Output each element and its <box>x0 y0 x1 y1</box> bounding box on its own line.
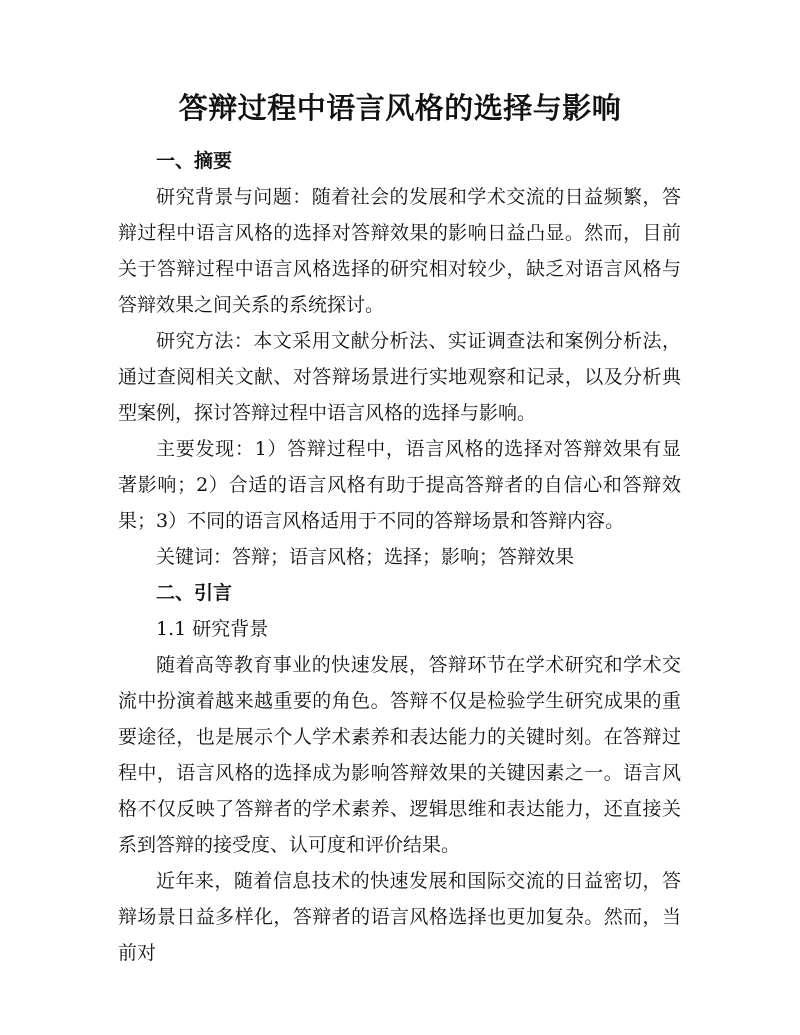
paragraph-research-methods: 研究方法：本文采用文献分析法、实证调查法和案例分析法，通过查阅相关文献、对答辩场景进行实地观察和记录，以及分析典型案例，探讨答辩过程中语言风格的选择与影响。 <box>118 330 681 424</box>
paragraph-intro-1: 随着高等教育事业的快速发展，答辩环节在学术研究和学术交流中扮演着越来越重要的角色。答辩不仅是检验学生研究成果的重要途径，也是展示个人学术素养和表达能力的关键时刻。在答辩过程中，语言风格的选择成为影响答辩效果的关键因素之一。语言风格不仅反映了答辩者的学术素养、逻辑思维和表达能力，还直接关系到答辩的接受度、认可度和评价结果。 <box>118 654 681 856</box>
section-heading-abstract: 一、摘要 <box>156 150 233 172</box>
subsection-heading-background: 1.1 研究背景 <box>156 618 269 640</box>
paragraph-main-findings: 主要发现：1）答辩过程中，语言风格的选择对答辩效果有显著影响；2）合适的语言风格有助于提高答辩者的自信心和答辩效果；3）不同的语言风格适用于不同的答辩场景和答辩内容。 <box>118 438 681 532</box>
document-title: 答辩过程中语言风格的选择与影响 <box>178 91 622 125</box>
document-body <box>118 143 681 971</box>
paragraph-intro-2: 近年来，随着信息技术的快速发展和国际交流的日益密切，答辩场景日益多样化，答辩者的语言风格选择也更加复杂。然而，当前对 <box>118 870 681 964</box>
section-heading-introduction: 二、引言 <box>156 582 233 604</box>
paragraph-keywords: 关键词：答辩；语言风格；选择；影响；答辩效果 <box>156 546 575 568</box>
paragraph-research-background: 研究背景与问题：随着社会的发展和学术交流的日益频繁，答辩过程中语言风格的选择对答辩效果的影响日益凸显。然而，目前关于答辩过程中语言风格选择的研究相对较少，缺乏对语言风格与答辩效果之间关系的系统探讨。 <box>118 186 681 316</box>
